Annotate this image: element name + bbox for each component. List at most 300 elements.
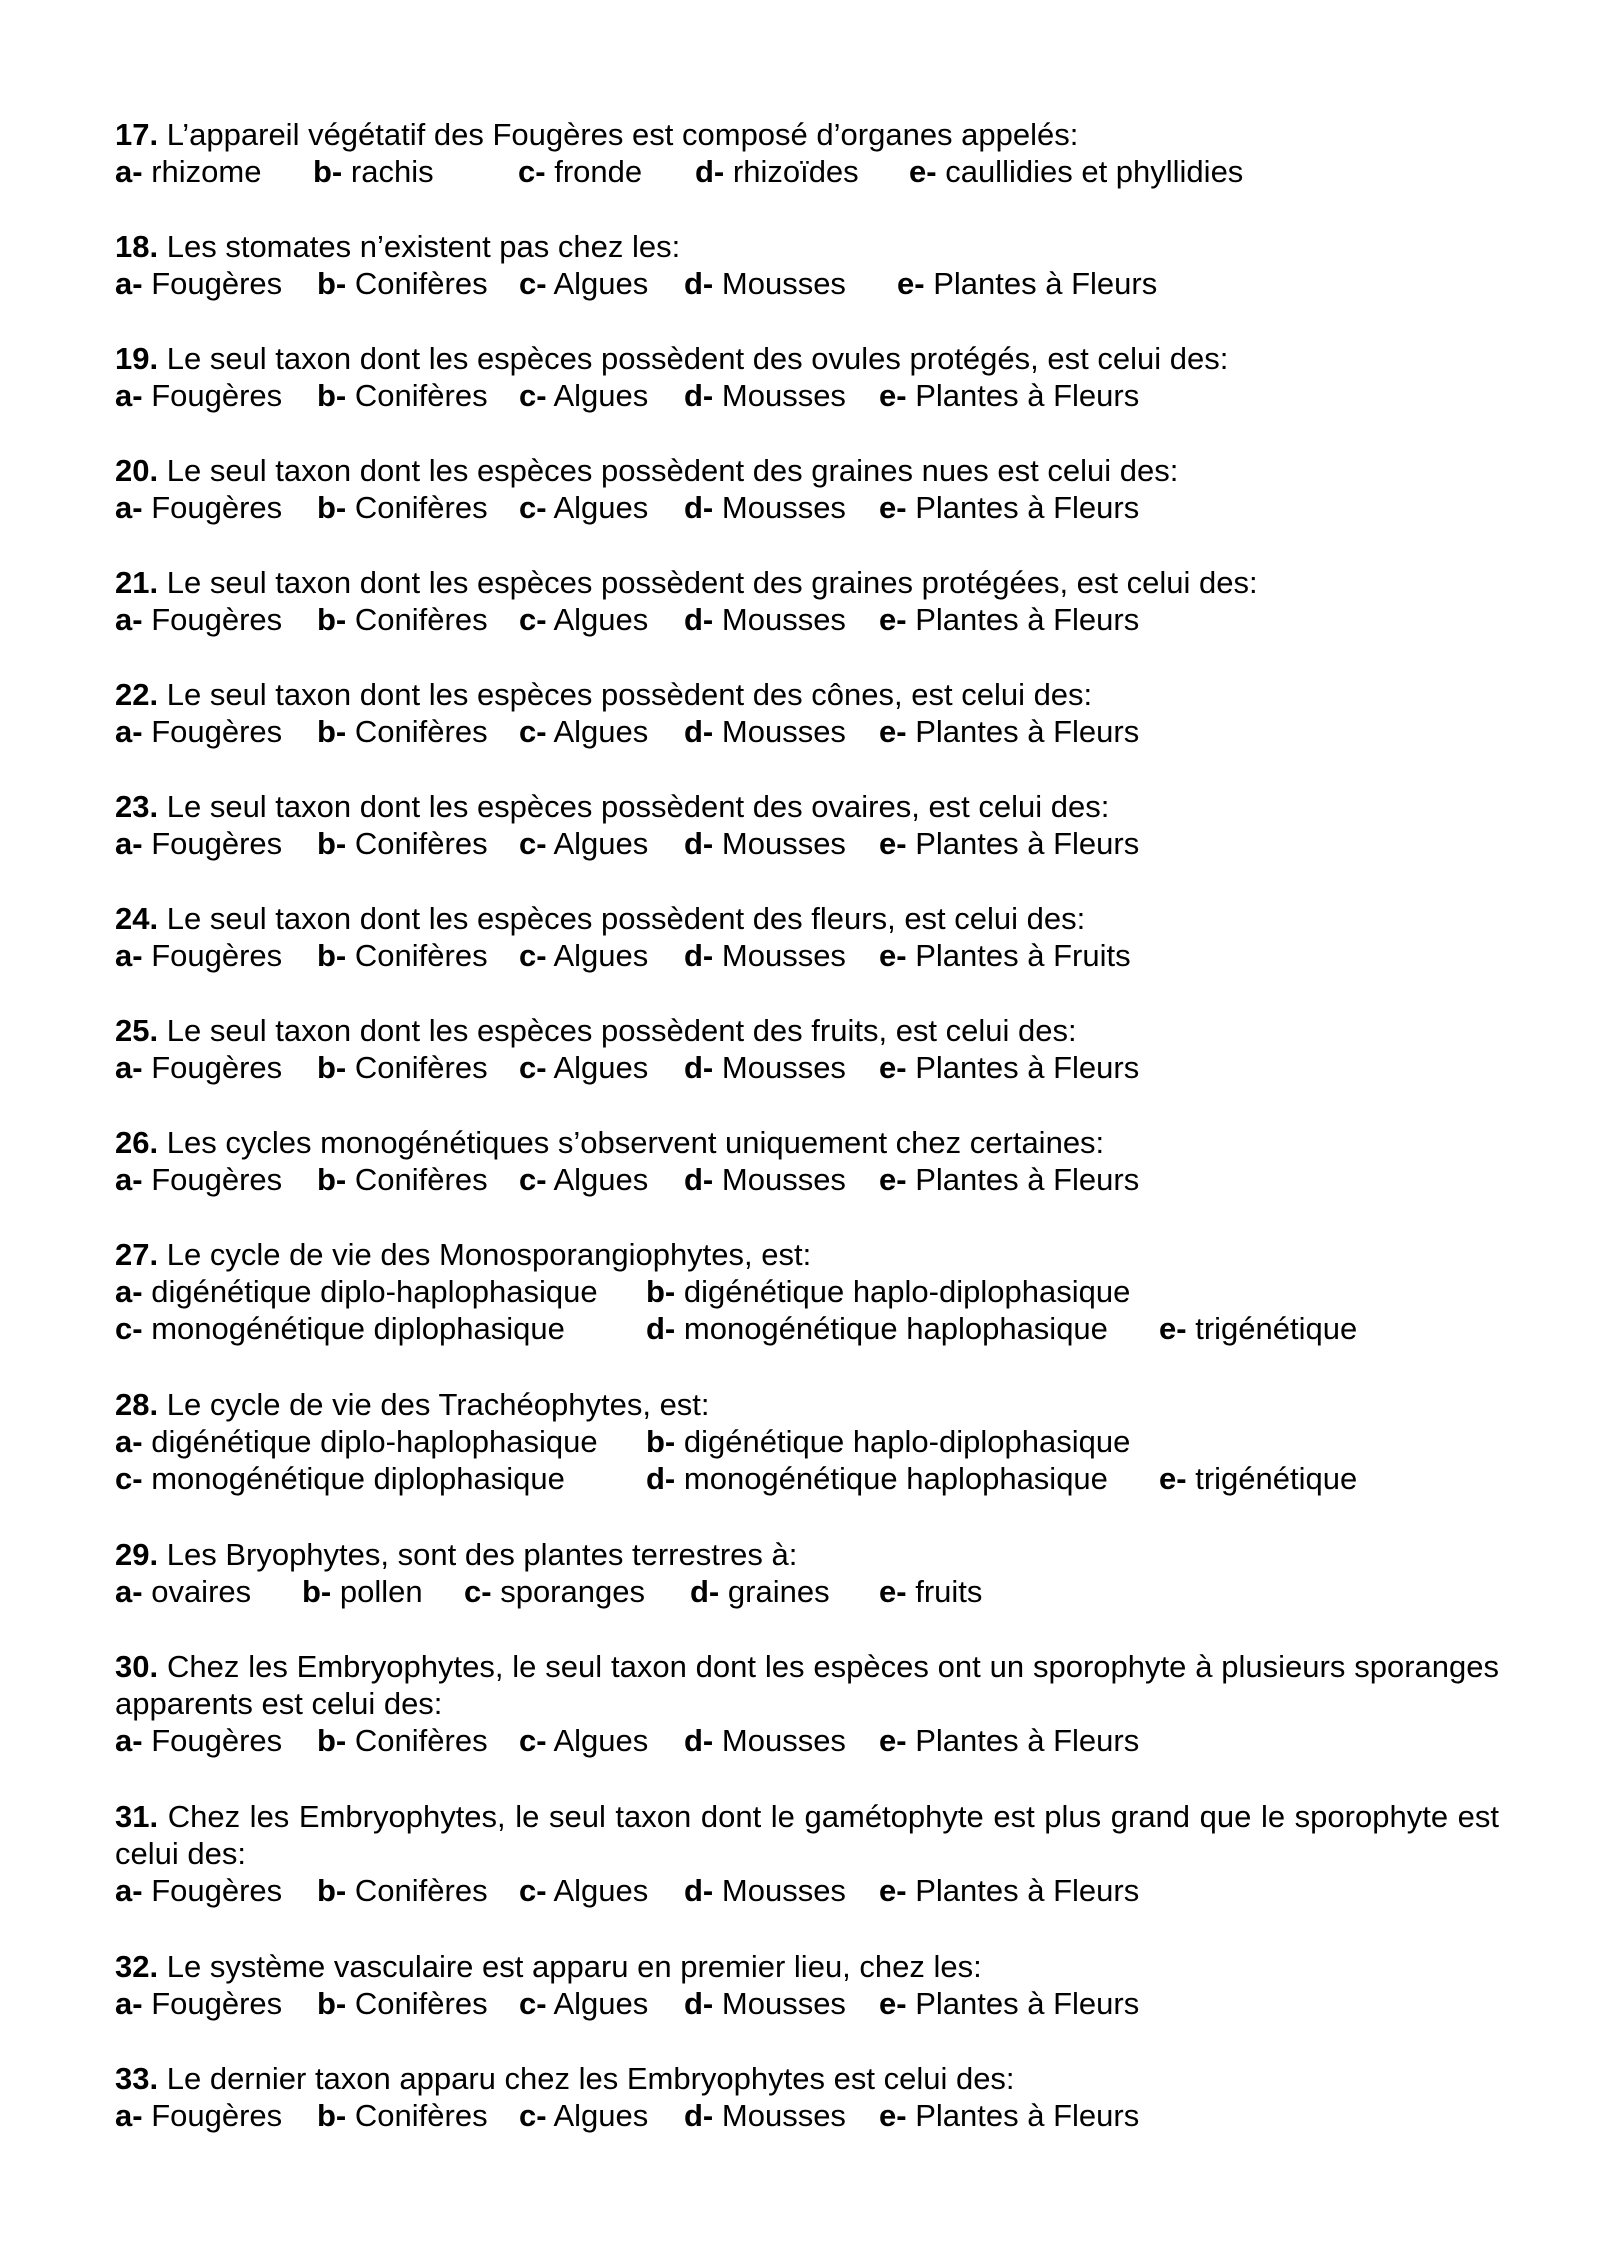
option-letter: a- [115, 1050, 143, 1085]
answer-option-c[interactable] [519, 1049, 648, 1086]
option-letter: b- [317, 490, 347, 525]
options-row [115, 601, 1499, 638]
option-text: Algues [553, 266, 649, 301]
question-18 [115, 228, 1499, 302]
option-letter: c- [519, 378, 547, 413]
option-text: Fougères [151, 1050, 283, 1085]
options-row [115, 377, 1499, 414]
option-text: Plantes à Fleurs [933, 266, 1158, 301]
option-letter: e- [1159, 1311, 1187, 1346]
option-letter: d- [684, 1723, 714, 1758]
option-letter: e- [1159, 1461, 1187, 1496]
answer-option-d[interactable] [684, 713, 846, 750]
question-body: Le cycle de vie des Trachéophytes, est: [166, 1387, 710, 1422]
option-letter: d- [690, 1574, 720, 1609]
option-letter: a- [115, 266, 143, 301]
options-row [115, 489, 1499, 526]
answer-option-d[interactable] [684, 825, 846, 862]
option-text: Plantes à Fleurs [915, 2098, 1140, 2133]
option-letter: d- [695, 154, 725, 189]
question-text [115, 340, 1499, 377]
option-text: fruits [915, 1574, 983, 1609]
question-body: Le système vasculaire est apparu en premier lieu, chez les: [166, 1949, 982, 1984]
option-text: ovaires [151, 1574, 252, 1609]
question-31 [115, 1798, 1499, 1909]
question-number: 26. [115, 1125, 159, 1160]
option-letter: a- [115, 1274, 143, 1309]
answer-option-a[interactable] [115, 377, 282, 414]
option-text: Conifères [354, 490, 488, 525]
question-number: 32. [115, 1949, 159, 1984]
answer-option-b[interactable] [317, 377, 488, 414]
answer-option-e[interactable] [879, 377, 1139, 414]
option-text: Mousses [721, 1050, 846, 1085]
option-text: Mousses [721, 1723, 846, 1758]
option-text: Mousses [721, 490, 846, 525]
answer-option-e[interactable] [879, 1872, 1139, 1909]
question-number: 28. [115, 1387, 159, 1422]
options-row [115, 265, 1499, 302]
option-text: Fougères [151, 490, 283, 525]
option-letter: c- [519, 2098, 547, 2133]
option-text: Algues [553, 1723, 649, 1758]
answer-option-b[interactable] [317, 937, 488, 974]
option-letter: a- [115, 938, 143, 973]
option-text: Mousses [721, 602, 846, 637]
option-text: Conifères [354, 1873, 488, 1908]
option-letter: d- [684, 1986, 714, 2021]
answer-option-e[interactable] [879, 2097, 1139, 2134]
option-letter: c- [464, 1574, 492, 1609]
answer-option-b[interactable] [317, 1985, 488, 2022]
option-text: Fougères [151, 378, 283, 413]
answer-option-d[interactable] [684, 2097, 846, 2134]
answer-option-d[interactable] [684, 265, 846, 302]
option-text: Algues [553, 714, 649, 749]
answer-option-b[interactable] [302, 1573, 423, 1610]
option-text: Conifères [354, 1723, 488, 1758]
answer-option-a[interactable] [115, 601, 282, 638]
option-text: Conifères [354, 266, 488, 301]
option-letter: a- [115, 1424, 143, 1459]
answer-option-e[interactable] [879, 1049, 1139, 1086]
option-letter: b- [317, 1986, 347, 2021]
option-text: Plantes à Fleurs [915, 1873, 1140, 1908]
option-text: monogénétique diplophasique [151, 1311, 565, 1346]
question-text [115, 1386, 1499, 1423]
answer-option-b[interactable] [317, 1872, 488, 1909]
answer-option-d[interactable] [684, 489, 846, 526]
answer-option-c[interactable] [519, 1722, 648, 1759]
option-text: Algues [553, 602, 649, 637]
options-row [115, 1161, 1499, 1198]
option-text: Plantes à Fleurs [915, 602, 1140, 637]
option-letter: d- [684, 714, 714, 749]
question-number: 17. [115, 117, 159, 152]
option-letter: b- [646, 1424, 676, 1459]
option-letter: e- [909, 154, 937, 189]
answer-option-a[interactable] [115, 937, 282, 974]
question-26 [115, 1124, 1499, 1198]
question-body: Le seul taxon dont les espèces possèdent des ovules protégés, est celui des: [166, 341, 1229, 376]
question-23 [115, 788, 1499, 862]
option-letter: b- [317, 1050, 347, 1085]
option-text: pollen [339, 1574, 423, 1609]
option-text: Mousses [721, 1986, 846, 2021]
option-letter: e- [879, 1574, 907, 1609]
option-text: Fougères [151, 1723, 283, 1758]
option-letter: c- [519, 1162, 547, 1197]
option-letter: e- [879, 490, 907, 525]
question-32 [115, 1948, 1499, 2022]
option-text: Fougères [151, 714, 283, 749]
question-body: Le seul taxon dont les espèces possèdent des fruits, est celui des: [166, 1013, 1077, 1048]
answer-option-a[interactable] [115, 1423, 598, 1460]
options-row [115, 825, 1499, 862]
answer-option-e[interactable] [879, 1722, 1139, 1759]
option-text: Conifères [354, 602, 488, 637]
option-text: graines [727, 1574, 830, 1609]
answer-option-c[interactable] [519, 489, 648, 526]
option-text: Mousses [721, 266, 846, 301]
question-text [115, 1948, 1499, 1985]
option-letter: d- [684, 1162, 714, 1197]
question-30 [115, 1648, 1499, 1759]
answer-option-a[interactable] [115, 1161, 282, 1198]
option-text: Algues [553, 1873, 649, 1908]
answer-option-e[interactable] [879, 825, 1139, 862]
option-letter: e- [879, 2098, 907, 2133]
option-text: Mousses [721, 826, 846, 861]
answer-option-c[interactable] [518, 153, 642, 190]
option-letter: a- [115, 378, 143, 413]
answer-option-a[interactable] [115, 1573, 251, 1610]
option-text: trigénétique [1195, 1461, 1358, 1496]
answer-option-c[interactable] [519, 825, 648, 862]
option-letter: e- [879, 938, 907, 973]
option-text: digénétique haplo-diplophasique [683, 1274, 1131, 1309]
question-text [115, 1012, 1499, 1049]
option-letter: a- [115, 1162, 143, 1197]
options-row [115, 153, 1499, 190]
option-letter: b- [317, 378, 347, 413]
answer-option-a[interactable] [115, 265, 282, 302]
option-text: Mousses [721, 938, 846, 973]
option-text: monogénétique diplophasique [151, 1461, 565, 1496]
option-letter: b- [317, 826, 347, 861]
options-row [115, 937, 1499, 974]
answer-option-a[interactable] [115, 153, 261, 190]
option-text: digénétique diplo-haplophasique [151, 1274, 598, 1309]
answer-option-e[interactable] [879, 937, 1131, 974]
option-letter: c- [519, 266, 547, 301]
option-letter: b- [317, 1162, 347, 1197]
answer-option-e[interactable] [879, 713, 1139, 750]
option-letter: b- [317, 1873, 347, 1908]
option-text: Algues [553, 1050, 649, 1085]
question-text [115, 900, 1499, 937]
answer-option-a[interactable] [115, 713, 282, 750]
answer-option-e[interactable] [879, 1573, 982, 1610]
answer-option-c[interactable] [115, 1310, 565, 1347]
question-text [115, 676, 1499, 713]
answer-option-a[interactable] [115, 489, 282, 526]
option-text: Fougères [151, 1873, 283, 1908]
option-letter: b- [646, 1274, 676, 1309]
option-letter: a- [115, 1723, 143, 1758]
answer-option-d[interactable] [684, 377, 846, 414]
option-letter: e- [879, 602, 907, 637]
answer-option-b[interactable] [317, 601, 488, 638]
question-text [115, 2060, 1499, 2097]
option-letter: c- [115, 1311, 143, 1346]
option-letter: b- [317, 602, 347, 637]
option-letter: b- [313, 154, 343, 189]
answer-option-e[interactable] [1159, 1310, 1357, 1347]
answer-option-e[interactable] [909, 153, 1243, 190]
question-number: 33. [115, 2061, 159, 2096]
option-letter: a- [115, 826, 143, 861]
question-17 [115, 116, 1499, 190]
option-letter: c- [519, 1873, 547, 1908]
answer-option-c[interactable] [519, 377, 648, 414]
option-text: Algues [553, 826, 649, 861]
question-text [115, 1236, 1499, 1273]
option-letter: e- [879, 826, 907, 861]
option-letter: b- [317, 938, 347, 973]
question-number: 22. [115, 677, 159, 712]
option-letter: b- [317, 714, 347, 749]
options-row [115, 1573, 1499, 1610]
option-letter: a- [115, 1574, 143, 1609]
option-text: Plantes à Fleurs [915, 1050, 1140, 1085]
option-letter: c- [519, 1986, 547, 2021]
answer-option-b[interactable] [317, 825, 488, 862]
option-text: Plantes à Fleurs [915, 378, 1140, 413]
option-letter: d- [684, 266, 714, 301]
question-body: Le seul taxon dont les espèces possèdent des graines protégées, est celui des: [166, 565, 1258, 600]
option-letter: a- [115, 154, 143, 189]
question-number: 25. [115, 1013, 159, 1048]
answer-option-a[interactable] [115, 1872, 282, 1909]
option-text: Plantes à Fleurs [915, 714, 1140, 749]
question-body: Le seul taxon dont les espèces possèdent des graines nues est celui des: [166, 453, 1179, 488]
answer-option-a[interactable] [115, 1049, 282, 1086]
question-text [115, 788, 1499, 825]
options-row [115, 713, 1499, 750]
answer-option-c[interactable] [519, 601, 648, 638]
answer-option-c[interactable] [519, 1985, 648, 2022]
question-number: 24. [115, 901, 159, 936]
question-29 [115, 1536, 1499, 1610]
answer-option-b[interactable] [317, 713, 488, 750]
answer-option-c[interactable] [519, 265, 648, 302]
question-body: Les stomates n’existent pas chez les: [166, 229, 681, 264]
option-text: Conifères [354, 1986, 488, 2021]
answer-option-b[interactable] [317, 1049, 488, 1086]
option-letter: b- [317, 1723, 347, 1758]
option-letter: d- [684, 1873, 714, 1908]
option-letter: a- [115, 2098, 143, 2133]
option-text: Conifères [354, 826, 488, 861]
option-letter: a- [115, 602, 143, 637]
option-text: Fougères [151, 602, 283, 637]
answer-option-e[interactable] [879, 1985, 1139, 2022]
answer-option-b[interactable] [317, 489, 488, 526]
option-text: Mousses [721, 714, 846, 749]
answer-option-b[interactable] [646, 1423, 1130, 1460]
option-text: Algues [553, 2098, 649, 2133]
question-text [115, 1124, 1499, 1161]
answer-option-c[interactable] [519, 937, 648, 974]
question-number: 20. [115, 453, 159, 488]
option-text: Fougères [151, 1986, 283, 2021]
option-letter: d- [684, 2098, 714, 2133]
question-body: Le seul taxon dont les espèces possèdent des fleurs, est celui des: [166, 901, 1086, 936]
answer-option-d[interactable] [684, 1049, 846, 1086]
question-text [115, 1536, 1499, 1573]
option-letter: d- [684, 826, 714, 861]
question-text [115, 1798, 1499, 1872]
answer-option-e[interactable] [879, 489, 1139, 526]
option-letter: e- [879, 1723, 907, 1758]
answer-option-a[interactable] [115, 1985, 282, 2022]
options-row [115, 1049, 1499, 1086]
options-row [115, 1872, 1499, 1909]
option-text: Algues [553, 378, 649, 413]
option-letter: c- [519, 1050, 547, 1085]
option-text: Fougères [151, 1162, 283, 1197]
answer-option-d[interactable] [684, 1872, 846, 1909]
question-text [115, 116, 1499, 153]
answer-option-a[interactable] [115, 2097, 282, 2134]
option-text: Plantes à Fleurs [915, 1986, 1140, 2021]
option-text: Conifères [354, 714, 488, 749]
question-number: 23. [115, 789, 159, 824]
answer-option-d[interactable] [690, 1573, 830, 1610]
option-letter: e- [879, 1873, 907, 1908]
option-text: Plantes à Fleurs [915, 1723, 1140, 1758]
option-letter: b- [317, 266, 347, 301]
option-letter: e- [897, 266, 925, 301]
option-text: Mousses [721, 1873, 846, 1908]
answer-option-d[interactable] [646, 1460, 1108, 1497]
answer-option-e[interactable] [879, 601, 1139, 638]
question-body: Les Bryophytes, sont des plantes terrestres à: [166, 1537, 798, 1572]
option-letter: c- [519, 938, 547, 973]
answer-option-d[interactable] [684, 601, 846, 638]
option-text: caullidies et phyllidies [945, 154, 1244, 189]
answer-option-e[interactable] [879, 1161, 1139, 1198]
answer-option-b[interactable] [317, 1161, 488, 1198]
question-number: 31. [115, 1799, 159, 1834]
options-row [115, 1273, 1499, 1310]
option-text: fronde [554, 154, 643, 189]
option-letter: c- [519, 490, 547, 525]
option-letter: b- [302, 1574, 332, 1609]
answer-option-e[interactable] [897, 265, 1157, 302]
question-24 [115, 900, 1499, 974]
answer-option-c[interactable] [519, 713, 648, 750]
question-body: Le cycle de vie des Monosporangiophytes, est: [166, 1237, 812, 1272]
question-20 [115, 452, 1499, 526]
option-text: Conifères [354, 378, 488, 413]
answer-option-d[interactable] [646, 1310, 1108, 1347]
answer-option-d[interactable] [684, 937, 846, 974]
option-text: Conifères [354, 1050, 488, 1085]
answer-option-d[interactable] [695, 153, 859, 190]
answer-option-b[interactable] [646, 1273, 1130, 1310]
answer-option-b[interactable] [317, 1722, 488, 1759]
option-letter: e- [879, 1162, 907, 1197]
option-text: Plantes à Fleurs [915, 826, 1140, 861]
option-text: Algues [553, 1162, 649, 1197]
answer-option-c[interactable] [115, 1460, 565, 1497]
option-letter: a- [115, 1986, 143, 2021]
answer-option-d[interactable] [684, 1722, 846, 1759]
option-letter: a- [115, 714, 143, 749]
option-text: Fougères [151, 266, 283, 301]
option-letter: b- [317, 2098, 347, 2133]
option-text: digénétique diplo-haplophasique [151, 1424, 598, 1459]
question-number: 29. [115, 1537, 159, 1572]
options-row [115, 1423, 1499, 1460]
option-text: Conifères [354, 938, 488, 973]
option-text: trigénétique [1195, 1311, 1358, 1346]
answer-option-e[interactable] [1159, 1460, 1357, 1497]
option-text: Algues [553, 938, 649, 973]
question-number: 19. [115, 341, 159, 376]
question-body: Le seul taxon dont les espèces possèdent des ovaires, est celui des: [166, 789, 1110, 824]
option-text: Fougères [151, 2098, 283, 2133]
answer-option-d[interactable] [684, 1985, 846, 2022]
answer-option-d[interactable] [684, 1161, 846, 1198]
question-text [115, 1648, 1499, 1722]
answer-option-c[interactable] [519, 1161, 648, 1198]
question-22 [115, 676, 1499, 750]
answer-option-b[interactable] [317, 2097, 488, 2134]
option-letter: d- [646, 1311, 676, 1346]
answer-option-b[interactable] [313, 153, 434, 190]
answer-option-c[interactable] [519, 1872, 648, 1909]
option-letter: d- [684, 938, 714, 973]
option-letter: e- [879, 1050, 907, 1085]
answer-option-a[interactable] [115, 1722, 282, 1759]
answer-option-b[interactable] [317, 265, 488, 302]
options-row [115, 2097, 1499, 2134]
options-row [115, 1722, 1499, 1759]
option-letter: e- [879, 378, 907, 413]
option-letter: a- [115, 490, 143, 525]
option-text: monogénétique haplophasique [683, 1461, 1108, 1496]
option-letter: d- [684, 1050, 714, 1085]
question-body: Le seul taxon dont les espèces possèdent des cônes, est celui des: [166, 677, 1093, 712]
question-body: Le dernier taxon apparu chez les Embryophytes est celui des: [166, 2061, 1015, 2096]
answer-option-a[interactable] [115, 1273, 598, 1310]
option-text: digénétique haplo-diplophasique [683, 1424, 1131, 1459]
options-row [115, 1985, 1499, 2022]
option-text: Fougères [151, 826, 283, 861]
option-text: Mousses [721, 2098, 846, 2133]
option-letter: d- [684, 378, 714, 413]
question-body: Chez les Embryophytes, le seul taxon dont les espèces ont un sporophyte à plusieurs sporanges apparents est celui des: [115, 1649, 1499, 1721]
answer-option-c[interactable] [464, 1573, 645, 1610]
answer-option-c[interactable] [519, 2097, 648, 2134]
options-row [115, 1310, 1499, 1347]
answer-option-a[interactable] [115, 825, 282, 862]
option-text: Mousses [721, 378, 846, 413]
question-19 [115, 340, 1499, 414]
